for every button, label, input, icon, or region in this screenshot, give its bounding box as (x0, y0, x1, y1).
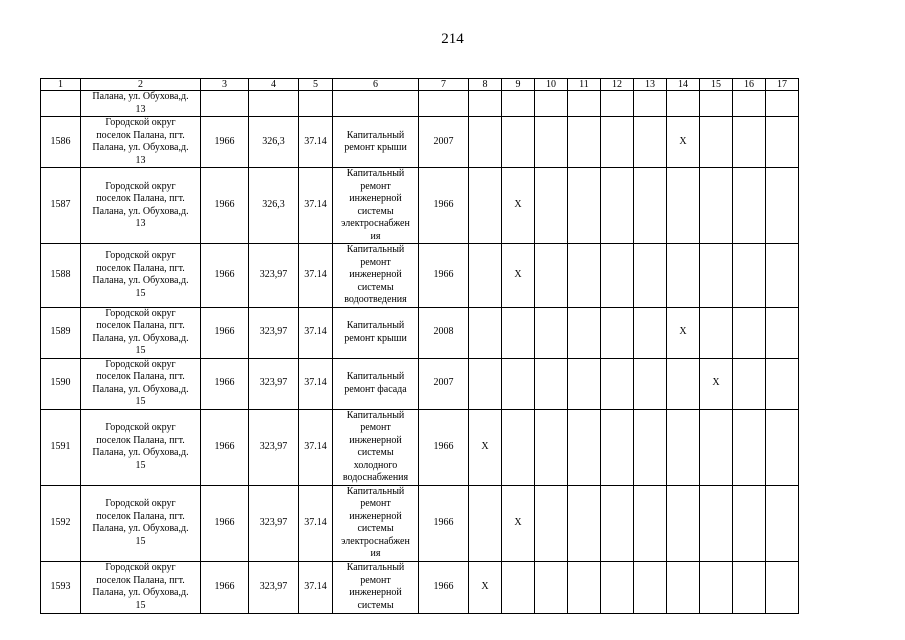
table-cell: 1586 (41, 117, 81, 168)
address-cell: Городской округ поселок Палана, пгт. Палана, ул. Обухова,д. 13 (81, 117, 201, 168)
table-cell (568, 117, 601, 168)
table-cell (601, 117, 634, 168)
table-cell (535, 91, 568, 117)
table-row (41, 561, 799, 613)
table-cell (733, 485, 766, 561)
table-cell (601, 244, 634, 308)
table-cell (700, 117, 733, 168)
header-cell: 5 (299, 79, 333, 91)
table-cell (733, 168, 766, 244)
table-cell: 37.14 (299, 409, 333, 485)
table-cell (634, 561, 667, 613)
table-cell (201, 91, 249, 117)
table-cell (766, 91, 799, 117)
table-cell (634, 244, 667, 308)
table-row (41, 168, 799, 244)
header-cell: 4 (249, 79, 299, 91)
header-cell: 15 (700, 79, 733, 91)
table-cell (535, 244, 568, 308)
table-cell (634, 307, 667, 358)
table-cell (535, 561, 568, 613)
table-cell (535, 168, 568, 244)
table-cell: X (502, 485, 535, 561)
table-cell (568, 409, 601, 485)
header-row (41, 79, 799, 91)
table-cell (568, 168, 601, 244)
table-cell (601, 307, 634, 358)
table-cell: 1966 (419, 485, 469, 561)
table-cell (469, 485, 502, 561)
table-cell (634, 91, 667, 117)
table-cell: 1588 (41, 244, 81, 308)
address-cell: Городской округ поселок Палана, пгт. Палана, ул. Обухова,д. 15 (81, 358, 201, 409)
table-cell (601, 358, 634, 409)
table-cell (568, 307, 601, 358)
table-cell: 323,97 (249, 307, 299, 358)
table-cell (535, 409, 568, 485)
table-cell: 2007 (419, 117, 469, 168)
table-cell: 1966 (201, 561, 249, 613)
table-cell: X (469, 561, 502, 613)
table-cell (568, 561, 601, 613)
header-cell: 3 (201, 79, 249, 91)
work-type-cell: Капитальный ремонт инженерной системы (333, 561, 419, 613)
table-cell (469, 117, 502, 168)
table-cell: 1966 (201, 485, 249, 561)
table-cell: X (502, 244, 535, 308)
table-cell (535, 358, 568, 409)
table-cell (733, 358, 766, 409)
work-type-cell: Капитальный ремонт инженерной системы водоотведения (333, 244, 419, 308)
work-type-cell: Капитальный ремонт инженерной системы электроснабжен ия (333, 485, 419, 561)
table-cell (568, 358, 601, 409)
work-type-cell: Капитальный ремонт крыши (333, 117, 419, 168)
table-cell (700, 168, 733, 244)
address-cell: Городской округ поселок Палана, пгт. Палана, ул. Обухова,д. 15 (81, 244, 201, 308)
table-cell (667, 91, 700, 117)
table-cell (419, 91, 469, 117)
table-row (41, 409, 799, 485)
table-cell (667, 244, 700, 308)
table-cell (667, 168, 700, 244)
table-cell (667, 409, 700, 485)
table-cell (469, 244, 502, 308)
table-cell: 1587 (41, 168, 81, 244)
table-cell (634, 168, 667, 244)
work-type-cell: Капитальный ремонт фасада (333, 358, 419, 409)
table-row (41, 485, 799, 561)
table-cell: 37.14 (299, 168, 333, 244)
table-cell (733, 244, 766, 308)
table-cell (766, 117, 799, 168)
table-cell (601, 409, 634, 485)
table-cell: 2008 (419, 307, 469, 358)
table-cell: 37.14 (299, 358, 333, 409)
address-cell: Городской округ поселок Палана, пгт. Палана, ул. Обухова,д. 15 (81, 409, 201, 485)
header-cell: 8 (469, 79, 502, 91)
table-cell (601, 168, 634, 244)
table-cell (568, 244, 601, 308)
header-cell: 6 (333, 79, 419, 91)
table-cell (700, 244, 733, 308)
header-cell: 7 (419, 79, 469, 91)
table-cell: 1591 (41, 409, 81, 485)
table-cell (469, 91, 502, 117)
table-cell: 1966 (201, 168, 249, 244)
work-type-cell: Капитальный ремонт крыши (333, 307, 419, 358)
table-cell (535, 117, 568, 168)
table-cell (634, 358, 667, 409)
table-cell: 323,97 (249, 244, 299, 308)
address-cell: Городской округ поселок Палана, пгт. Палана, ул. Обухова,д. 15 (81, 561, 201, 613)
table-cell (502, 409, 535, 485)
data-table (40, 78, 799, 614)
table-cell (469, 307, 502, 358)
table-cell (502, 117, 535, 168)
header-cell: 9 (502, 79, 535, 91)
table-cell (667, 561, 700, 613)
table-cell: 323,97 (249, 409, 299, 485)
table-cell (700, 409, 733, 485)
table-cell: 326,3 (249, 168, 299, 244)
table-cell (766, 485, 799, 561)
table-cell (634, 117, 667, 168)
header-cell: 1 (41, 79, 81, 91)
table-cell (766, 358, 799, 409)
table-cell (733, 91, 766, 117)
table-cell (766, 244, 799, 308)
table-cell: X (700, 358, 733, 409)
table-cell: 1592 (41, 485, 81, 561)
table-cell (249, 91, 299, 117)
header-cell: 12 (601, 79, 634, 91)
table-cell: 1589 (41, 307, 81, 358)
table-cell (667, 485, 700, 561)
work-type-cell: Капитальный ремонт инженерной системы холодного водоснабжения (333, 409, 419, 485)
table-cell: 1966 (201, 117, 249, 168)
table-cell: 1966 (201, 358, 249, 409)
table-cell (733, 307, 766, 358)
table-cell (766, 561, 799, 613)
address-cell: Городской округ поселок Палана, пгт. Палана, ул. Обухова,д. 15 (81, 307, 201, 358)
table-cell: 37.14 (299, 485, 333, 561)
work-type-cell: Капитальный ремонт инженерной системы электроснабжен ия (333, 168, 419, 244)
table-cell: 1966 (201, 307, 249, 358)
table-cell: X (502, 168, 535, 244)
table-cell: 1593 (41, 561, 81, 613)
table-cell (299, 91, 333, 117)
table-cell: 37.14 (299, 244, 333, 308)
table-cell: 2007 (419, 358, 469, 409)
header-cell: 13 (634, 79, 667, 91)
table-row (41, 244, 799, 308)
table-cell (700, 307, 733, 358)
table-cell (766, 409, 799, 485)
table-cell: 37.14 (299, 117, 333, 168)
table-cell: 323,97 (249, 358, 299, 409)
table-cell (733, 409, 766, 485)
table-row (41, 91, 799, 117)
table-cell (667, 358, 700, 409)
table-cell (568, 91, 601, 117)
header-cell: 16 (733, 79, 766, 91)
table-cell (733, 117, 766, 168)
table-cell (634, 409, 667, 485)
header-cell: 14 (667, 79, 700, 91)
table-cell (469, 168, 502, 244)
table-cell: 1966 (419, 561, 469, 613)
table-row (41, 117, 799, 168)
table-cell: X (667, 307, 700, 358)
table-cell (601, 561, 634, 613)
table-cell (535, 485, 568, 561)
header-cell: 11 (568, 79, 601, 91)
table-cell (733, 561, 766, 613)
header-cell: 2 (81, 79, 201, 91)
table-cell: 1966 (419, 168, 469, 244)
address-cell: Городской округ поселок Палана, пгт. Палана, ул. Обухова,д. 15 (81, 485, 201, 561)
table-cell: 1966 (201, 409, 249, 485)
table-cell (502, 358, 535, 409)
table-cell: 37.14 (299, 561, 333, 613)
table-cell (766, 168, 799, 244)
table-cell (700, 561, 733, 613)
table-cell: 1966 (201, 244, 249, 308)
table-cell: 1966 (419, 409, 469, 485)
table-cell: 1966 (419, 244, 469, 308)
table-cell (700, 91, 733, 117)
table-cell: X (469, 409, 502, 485)
table-cell (502, 561, 535, 613)
address-cell: Палана, ул. Обухова,д. 13 (81, 91, 201, 117)
work-type-cell (333, 91, 419, 117)
table-cell (41, 91, 81, 117)
table-cell: 37.14 (299, 307, 333, 358)
table-cell (766, 307, 799, 358)
table-cell (502, 91, 535, 117)
table-cell (502, 307, 535, 358)
table-cell (469, 358, 502, 409)
table-cell: 323,97 (249, 561, 299, 613)
address-cell: Городской округ поселок Палана, пгт. Палана, ул. Обухова,д. 13 (81, 168, 201, 244)
header-cell: 17 (766, 79, 799, 91)
header-cell: 10 (535, 79, 568, 91)
table-cell: 1590 (41, 358, 81, 409)
table-cell: 326,3 (249, 117, 299, 168)
page-number: 214 (441, 31, 464, 47)
table-row (41, 358, 799, 409)
table-row (41, 307, 799, 358)
table-cell (568, 485, 601, 561)
table-cell: X (667, 117, 700, 168)
table-cell: 323,97 (249, 485, 299, 561)
table-cell (601, 485, 634, 561)
table-cell (601, 91, 634, 117)
table-cell (700, 485, 733, 561)
table-cell (535, 307, 568, 358)
table-cell (634, 485, 667, 561)
